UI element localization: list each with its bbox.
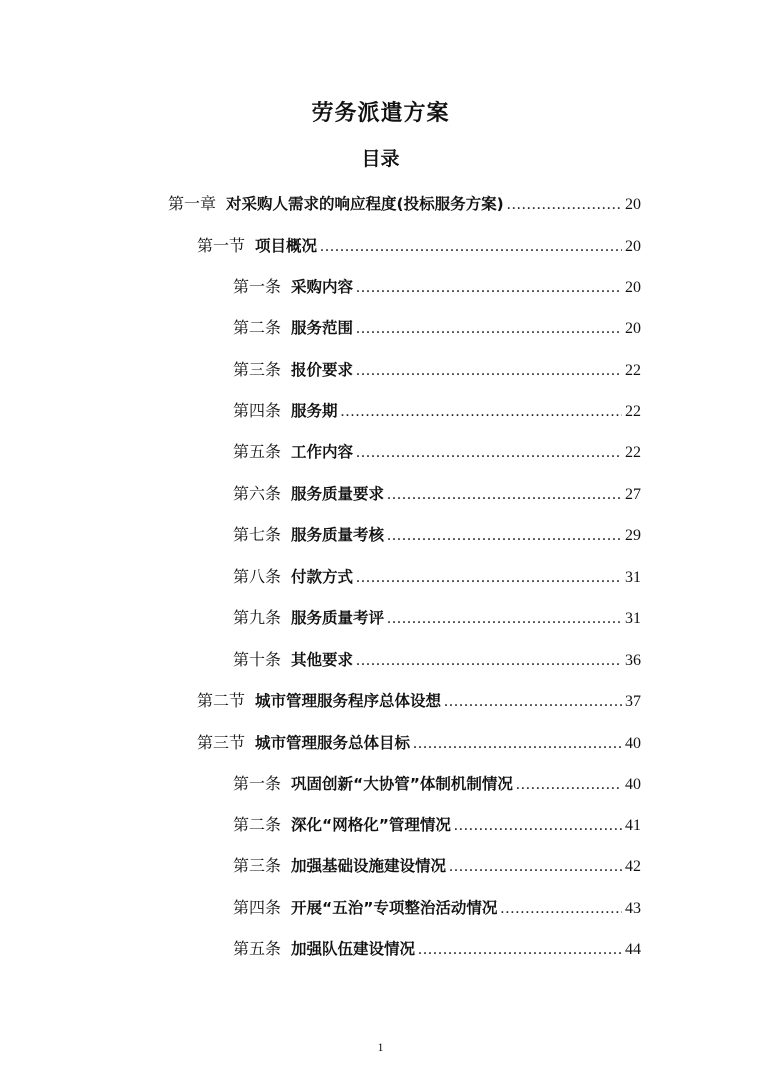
toc-entry-title: 服务质量考核 [291,526,385,544]
toc-entry-title: 对采购人需求的响应程度(投标服务方案) [226,195,504,213]
toc-entry[interactable] [233,478,641,510]
toc-entry[interactable] [233,354,641,386]
toc-dot-leader [356,272,622,304]
toc-entry-title: 报价要求 [291,361,354,379]
toc-dot-leader [356,645,622,677]
toc-dot-leader [500,893,622,925]
toc-entry-prefix: 第一章 [168,194,217,213]
toc-entry-page: 31 [625,569,641,586]
toc-entry-prefix: 第三节 [197,733,246,752]
toc-entry-page: 29 [625,527,641,544]
toc-dot-leader [356,562,622,594]
toc-entry-page: 20 [625,196,641,213]
toc-entry-title: 项目概况 [255,237,318,255]
toc-entry[interactable] [233,602,641,634]
toc-entry-title: 城市管理服务总体目标 [255,734,411,752]
toc-entry[interactable] [233,271,641,303]
toc-entry-page: 44 [625,941,641,958]
toc-entry-prefix: 第七条 [233,525,282,544]
toc-dot-leader [387,603,622,635]
toc-entry-page: 41 [625,817,641,834]
toc-dot-leader [356,355,622,387]
toc-entry-title: 服务质量要求 [291,485,385,503]
toc-entry-title: 深化“网格化”管理情况 [291,816,451,834]
toc-entry-title: 城市管理服务程序总体设想 [255,692,442,710]
toc-entry-page: 20 [625,320,641,337]
toc-entry-title: 服务质量考评 [291,609,385,627]
toc-entry-page: 22 [625,403,641,420]
toc-entry-prefix: 第一条 [233,774,282,793]
toc-dot-leader [449,851,622,883]
toc-dot-leader [320,231,622,263]
toc-entry-prefix: 第十条 [233,650,282,669]
toc-entry-prefix: 第五条 [233,442,282,461]
toc-dot-leader [413,728,622,760]
toc-dot-leader [341,396,622,428]
toc-entry[interactable] [233,850,641,882]
toc-entry-prefix: 第二条 [233,815,282,834]
toc-dot-leader [454,810,622,842]
toc-dot-leader [418,934,622,966]
toc-entry-prefix: 第二节 [197,691,246,710]
toc-entry[interactable] [233,312,641,344]
toc-entry[interactable] [233,892,641,924]
toc-entry-title: 加强队伍建设情况 [291,940,416,958]
toc-entry[interactable] [197,230,641,262]
toc-entry[interactable] [197,685,641,717]
toc-heading: 目录 [361,148,400,170]
toc-entry[interactable] [233,395,641,427]
toc-dot-leader [444,686,622,718]
toc-dot-leader [507,189,622,221]
toc-entry-prefix: 第三条 [233,360,282,379]
toc-dot-leader [516,769,622,801]
toc-entry[interactable] [233,561,641,593]
toc-entry-page: 27 [625,486,641,503]
toc-entry-page: 40 [625,735,641,752]
toc-entry-prefix: 第三条 [233,856,282,875]
toc-entry[interactable] [233,644,641,676]
toc-dot-leader [387,520,622,552]
toc-entry-page: 43 [625,900,641,917]
toc-entry-prefix: 第五条 [233,939,282,958]
toc-entry[interactable] [197,727,641,759]
toc-entry-prefix: 第九条 [233,608,282,627]
toc-entry-prefix: 第四条 [233,898,282,917]
toc-entry-title: 采购内容 [291,278,354,296]
toc-entry-page: 31 [625,610,641,627]
page-number: 1 [377,1040,384,1054]
toc-entry[interactable] [233,436,641,468]
toc-entry-title: 服务期 [291,402,338,420]
toc-entry-title: 加强基础设施建设情况 [291,857,447,875]
toc-dot-leader [356,313,622,345]
toc-entry-prefix: 第四条 [233,401,282,420]
toc-entry[interactable] [233,933,641,965]
toc-entry-prefix: 第八条 [233,567,282,586]
toc-entry[interactable] [233,768,641,800]
toc-entry-prefix: 第二条 [233,318,282,337]
toc-entry[interactable] [233,809,641,841]
toc-entry-page: 20 [625,238,641,255]
toc-entry-page: 40 [625,776,641,793]
toc-dot-leader [356,437,622,469]
toc-entry-prefix: 第六条 [233,484,282,503]
toc-entry-page: 20 [625,279,641,296]
toc-dot-leader [387,479,622,511]
toc-entry-page: 42 [625,858,641,875]
toc-entry-title: 服务范围 [291,319,354,337]
toc-entry-page: 36 [625,652,641,669]
toc-entry-prefix: 第一条 [233,277,282,296]
toc-entry-title: 工作内容 [291,443,354,461]
page-title: 劳务派遣方案 [311,101,450,126]
toc-entry-prefix: 第一节 [197,236,246,255]
toc-entry-title: 开展“五治”专项整治活动情况 [291,899,498,917]
toc-entry-title: 其他要求 [291,651,354,669]
toc-entry[interactable] [233,519,641,551]
toc-entry-page: 37 [625,693,641,710]
toc-entry-page: 22 [625,362,641,379]
toc-entry-page: 22 [625,444,641,461]
toc-entry[interactable] [168,188,641,220]
toc-entry-title: 巩固创新“大协管”体制机制情况 [291,775,513,793]
toc-entry-title: 付款方式 [291,568,354,586]
